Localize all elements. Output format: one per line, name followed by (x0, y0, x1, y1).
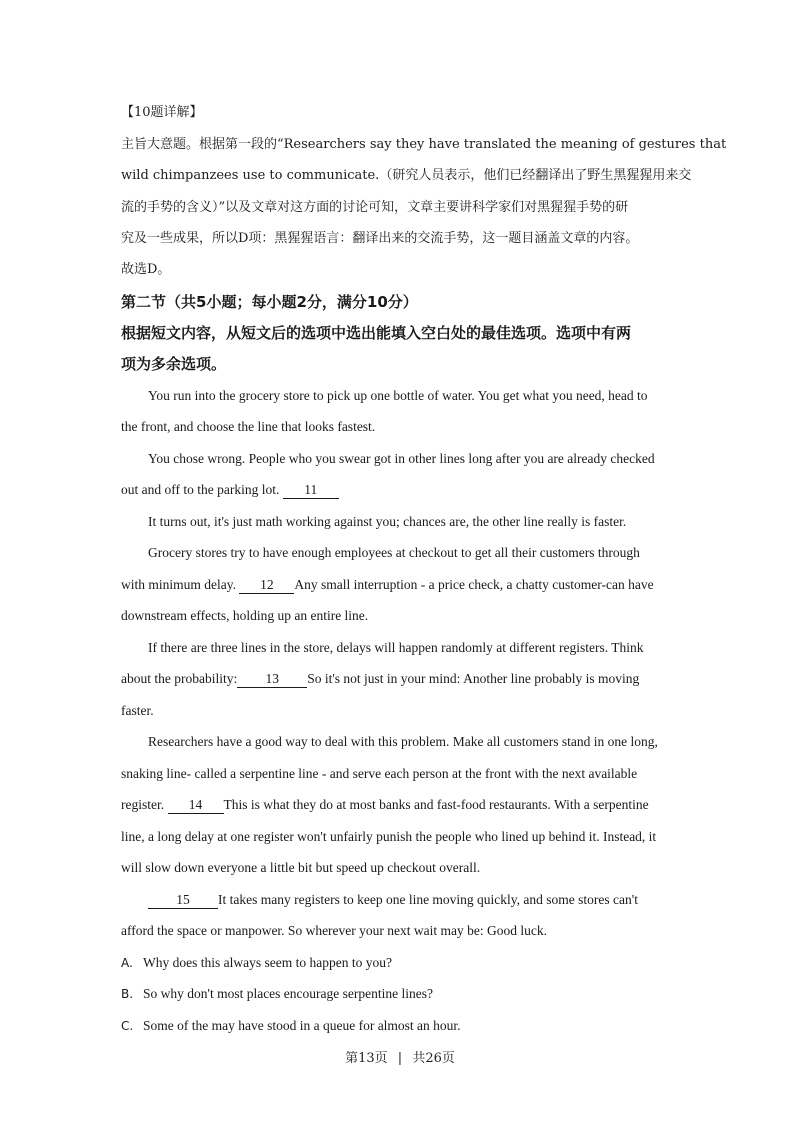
passage-p7-line-2: afford the space or manpower. So wherever your next wait may be: Good luck. (121, 923, 547, 938)
option-c-label: C. (121, 1019, 134, 1033)
passage-p1-line-1: You run into the grocery store to pick up one bottle of water. You get what you need, head to (148, 388, 648, 403)
blank-14[interactable]: 14 (168, 796, 224, 814)
option-c-text: Some of the may have stood in a queue for almost an hour. (143, 1018, 461, 1033)
footer-separator: | (397, 1051, 403, 1066)
passage-p3: It turns out, it's just math working against you; chances are, the other line really is faster. (148, 514, 627, 529)
passage-p2-line-2 (121, 480, 681, 500)
section-instruction-line-2: 项为多余选项。 (121, 355, 227, 373)
passage-p4-post: Any small interruption - a price check, a chatty customer-can have (294, 577, 654, 592)
page-number: 第13页 (345, 1051, 388, 1066)
option-b (121, 984, 433, 1004)
passage-p7-post: It takes many registers to keep one line moving quickly, and some stores can't (218, 892, 638, 907)
section-title: 第二节（共5小题；每小题2分，满分10分） (121, 293, 418, 311)
passage-p6-line-4: line, a long delay at one register won't unfairly punish the people who lined up behind it. Instead, it (121, 829, 657, 844)
passage-p6-line-2: snaking line- called a serpentine line - and serve each person at the front with the next available (121, 766, 638, 781)
option-b-label: B. (121, 987, 134, 1001)
explanation-line-2: wild chimpanzees use to communicate.（研究人员表示，他们已经翻译出了野生黑猩猩用来交 (121, 168, 692, 183)
blank-11[interactable]: 11 (283, 481, 339, 499)
explanation-header: 【10题详解】 (121, 105, 203, 120)
passage-p6-line-5: will slow down everyone a little bit but speed up checkout overall. (121, 860, 481, 875)
passage-p6-pre: register. (121, 797, 168, 812)
passage-p2-text: out and off to the parking lot. (121, 482, 283, 497)
option-a (121, 953, 392, 973)
passage-p5-line-2 (121, 669, 681, 689)
passage-p7-line-1 (148, 890, 708, 910)
passage-p6-line-3 (121, 795, 681, 815)
passage-p4-pre: with minimum delay. (121, 577, 240, 592)
passage-p4-line-1: Grocery stores try to have enough employees at checkout to get all their customers through (148, 545, 640, 560)
page-footer (0, 1047, 800, 1066)
option-b-text: So why don't most places encourage serpentine lines? (143, 986, 433, 1001)
page-total: 共26页 (412, 1051, 455, 1066)
passage-p4-line-3: downstream effects, holding up an entire line. (121, 608, 369, 623)
explanation-line-4: 究及一些成果，所以D项：黑猩猩语言：翻译出来的交流手势，这一题目涵盖文章的内容。 (121, 231, 639, 246)
explanation-line-5: 故选D。 (121, 262, 171, 277)
option-c (121, 1016, 461, 1036)
explanation-line-1: 主旨大意题。根据第一段的“Researchers say they have translated the meaning of gestures that (121, 137, 727, 152)
section-instruction-line-1: 根据短文内容，从短文后的选项中选出能填入空白处的最佳选项。选项中有两 (121, 324, 632, 342)
option-a-label: A. (121, 956, 133, 970)
passage-p5-pre: about the probability: (121, 671, 238, 686)
blank-15[interactable]: 15 (148, 891, 218, 909)
passage-p2-line-1: You chose wrong. People who you swear got in other lines long after you are already checked (148, 451, 655, 466)
passage-p5-line-1: If there are three lines in the store, delays will happen randomly at different registers. Think (148, 640, 644, 655)
passage-p5-line-3: faster. (121, 703, 154, 718)
passage-p6-post: This is what they do at most banks and fast-food restaurants. With a serpentine (223, 797, 649, 812)
passage-p6-line-1: Researchers have a good way to deal with this problem. Make all customers stand in one long, (148, 734, 658, 749)
blank-12[interactable]: 12 (239, 576, 294, 594)
passage-p1-line-2: the front, and choose the line that looks fastest. (121, 419, 376, 434)
passage-p5-post: So it's not just in your mind: Another line probably is moving (307, 671, 640, 686)
passage-p4-line-2 (121, 575, 681, 595)
blank-13[interactable]: 13 (237, 670, 307, 688)
explanation-line-3: 流的手势的含义）”以及文章对这方面的讨论可知，文章主要讲科学家们对黑猩猩手势的研 (121, 200, 629, 215)
option-a-text: Why does this always seem to happen to you? (143, 955, 392, 970)
